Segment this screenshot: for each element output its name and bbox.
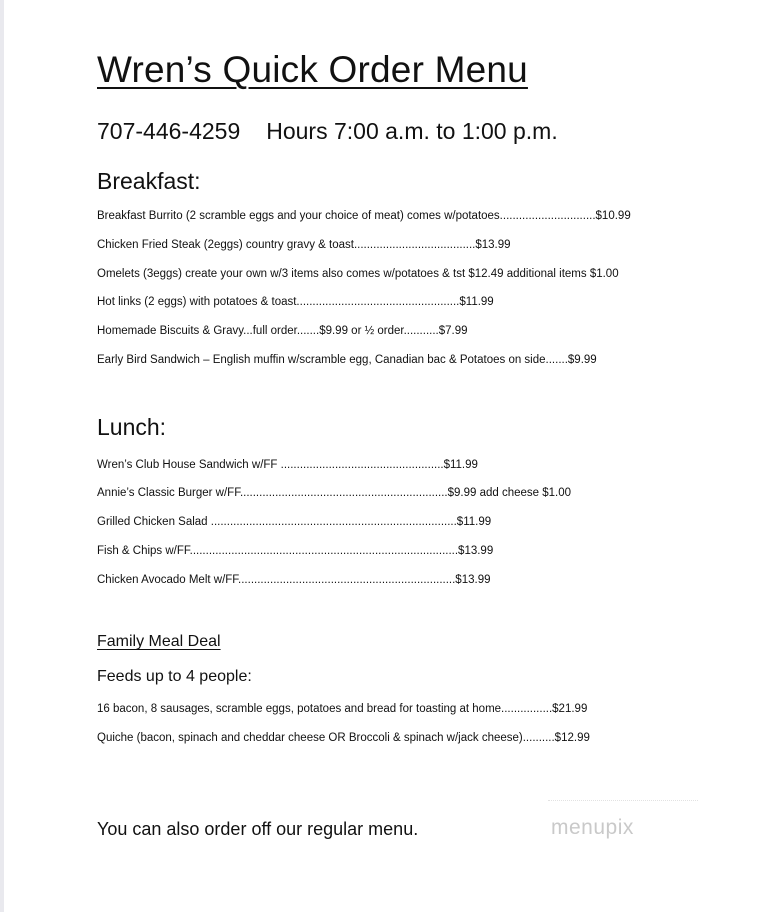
menu-title: Wren’s Quick Order Menu: [97, 49, 528, 90]
page-edge: [0, 0, 4, 912]
lunch-item: Annie’s Classic Burger w/FF.................................................................$9.99 add cheese $1.00: [97, 487, 572, 499]
family-meal-item: 16 bacon, 8 sausages, scramble eggs, potatoes and bread for toasting at home................$21.99: [97, 703, 588, 715]
family-meal-item: Quiche (bacon, spinach and cheddar cheese OR Broccoli & spinach w/jack cheese)..........$12.99: [97, 732, 590, 744]
breakfast-heading: Breakfast:: [97, 168, 201, 194]
lunch-heading: Lunch:: [97, 414, 167, 440]
family-meal-subheading: Feeds up to 4 people:: [97, 668, 252, 685]
phone-number: 707-446-4259: [97, 118, 241, 144]
breakfast-item: Hot links (2 eggs) with potatoes & toast...................................................$11.99: [97, 296, 494, 308]
lunch-item: Chicken Avocado Melt w/FF....................................................................$13.99: [97, 574, 491, 586]
lunch-item: Grilled Chicken Salad .............................................................................$11.99: [97, 516, 492, 528]
lunch-item: Wren’s Club House Sandwich w/FF ...................................................$11.99: [97, 459, 478, 471]
lunch-item: Fish & Chips w/FF....................................................................................$13.99: [97, 545, 494, 557]
menupix-watermark: menupix: [551, 816, 634, 839]
breakfast-item: Early Bird Sandwich – English muffin w/scramble egg, Canadian bac & Potatoes on side.......$9.99: [97, 354, 597, 366]
breakfast-item: Omelets (3eggs) create your own w/3 items also comes w/potatoes & tst $12.49 additional items $1.00: [97, 268, 619, 280]
breakfast-item: Breakfast Burrito (2 scramble eggs and your choice of meat) comes w/potatoes..............................$10.99: [97, 210, 631, 222]
family-meal-heading: Family Meal Deal: [97, 633, 221, 650]
watermark-smudge: [548, 800, 698, 807]
hours-text: Hours 7:00 a.m. to 1:00 p.m.: [266, 118, 558, 144]
breakfast-item: Homemade Biscuits & Gravy...full order.......$9.99 or ½ order...........$7.99: [97, 325, 468, 337]
footer-note: You can also order off our regular menu.: [97, 819, 419, 839]
breakfast-item: Chicken Fried Steak (2eggs) country gravy & toast......................................$13.99: [97, 239, 511, 251]
contact-line: [97, 116, 558, 146]
